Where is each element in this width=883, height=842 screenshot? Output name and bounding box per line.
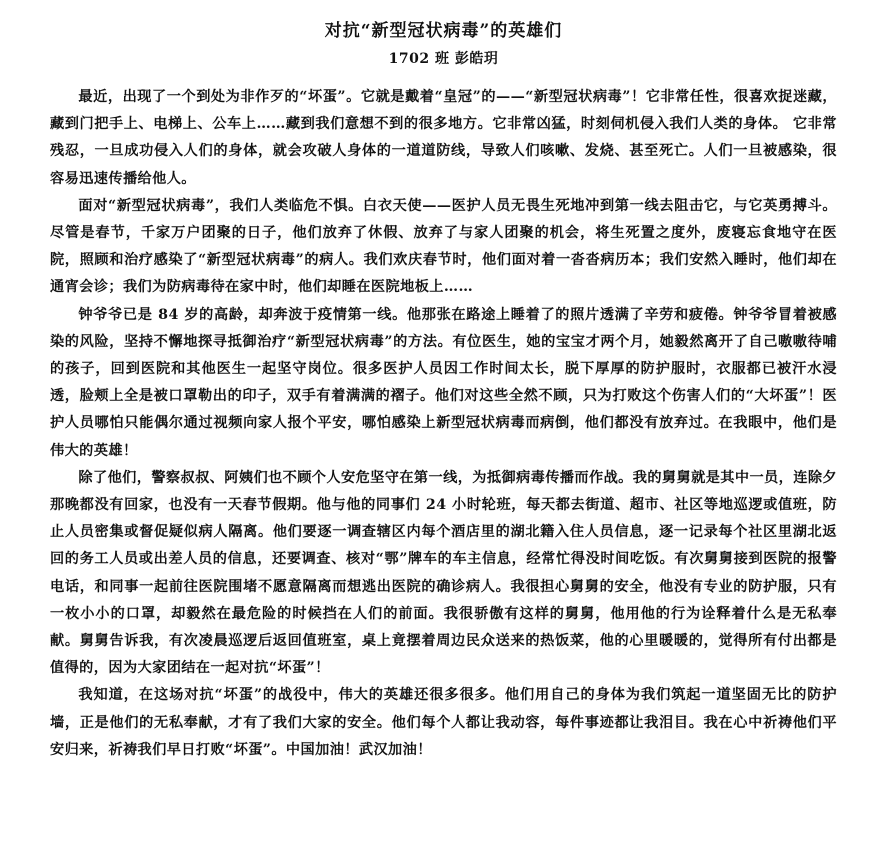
author-byline: 1702 班 彭皓玥 bbox=[388, 51, 499, 67]
paragraph-1: 最近，出现了一个到处为非作歹的“坏蛋”。它就是戴着“皇冠”的——“新型冠状病毒”！它非常任性，很喜欢捉迷藏，藏到门把手上、电梯上、公车上……藏到我们意想不到的很多地方。它非常凶猛，时刻伺机侵入我们人类的身体。 它非常残忍，一旦成功侵入人们的身体，就会攻破人身体的一道道防线，导致人们咳嗽、发烧、甚至死亡。人们一旦被感染，很容易迅速传播给他人。 bbox=[50, 89, 837, 187]
document-body bbox=[50, 84, 837, 764]
document-title: 对抗“新型冠状病毒”的英雄们 bbox=[324, 21, 563, 41]
paragraph-5: 我知道，在这场对抗“坏蛋”的战役中，伟大的英雄还很多很多。他们用自己的身体为我们筑起一道坚固无比的防护墙，正是他们的无私奉献，才有了我们大家的安全。他们每个人都让我动容，每件事迹都让我泪目。我在心中祈祷他们平安归来，祈祷我们早日打败“坏蛋”。中国加油！武汉加油！ bbox=[50, 687, 837, 758]
paragraph-4: 除了他们，警察叔叔、阿姨们也不顾个人安危坚守在第一线，为抵御病毒传播而作战。我的舅舅就是其中一员，连除夕那晚都没有回家，也没有一天春节假期。他与他的同事们 24 小时轮班，每天都去街道、超市、社区等地巡逻或值班，防止人员密集或督促疑似病人隔离。他们要逐一调查辖区内每个酒店里的湖北籍入住人员信息，逐一记录每个社区里湖北返回的务工人员或出差人员的信息，还要调查、核对“鄂”牌车的车主信息，经常忙得没时间吃饭。有次舅舅接到医院的报警电话，和同事一起前往医院围堵不愿意隔离而想逃出医院的确诊病人。我很担心舅舅的安全，他没有专业的防护服，只有一枚小小的口罩，却毅然在最危险的时候挡在人们的前面。我很骄傲有这样的舅舅，他用他的行为诠释着什么是无私奉献。舅舅告诉我，有次凌晨巡逻后返回值班室，桌上竟摆着周边民众送来的热饭菜，他的心里暖暖的，觉得所有付出都是值得的，因为大家团结在一起对抗“坏蛋”！ bbox=[50, 469, 837, 677]
paragraph-3: 钟爷爷已是 84 岁的高龄，却奔波于疫情第一线。他那张在路途上睡着了的照片透满了辛劳和疲倦。钟爷爷冒着被感染的风险，坚持不懈地探寻抵御治疗“新型冠状病毒”的方法。有位医生，她的宝宝才两个月，她毅然离开了自己嗷嗷待哺的孩子，回到医院和其他医生一起坚守岗位。很多医护人员因工作时间太长，脱下厚厚的防护服时，衣服都已被汗水浸透，脸颊上全是被口罩勒出的印子，双手有着满满的褶子。他们对这些全然不顾，只为打败这个伤害人们的“大坏蛋”！医护人员哪怕只能偶尔通过视频向家人报个平安，哪怕感染上新型冠状病毒而病倒，他们都没有放弃过。在我眼中，他们是伟大的英雄！ bbox=[50, 306, 837, 459]
paragraph-2: 面对“新型冠状病毒”，我们人类临危不惧。白衣天使——医护人员无畏生死地冲到第一线去阻击它，与它英勇搏斗。尽管是春节，千家万户团聚的日子，他们放弃了休假、放弃了与家人团聚的机会，将生死置之度外，废寝忘食地守在医院，照顾和治疗感染了“新型冠状病毒”的病人。我们欢庆春节时，他们面对着一沓沓病历本；我们安然入睡时，他们却在通宵会诊；我们为防病毒待在家中时，他们却睡在医院地板上…… bbox=[50, 197, 837, 296]
